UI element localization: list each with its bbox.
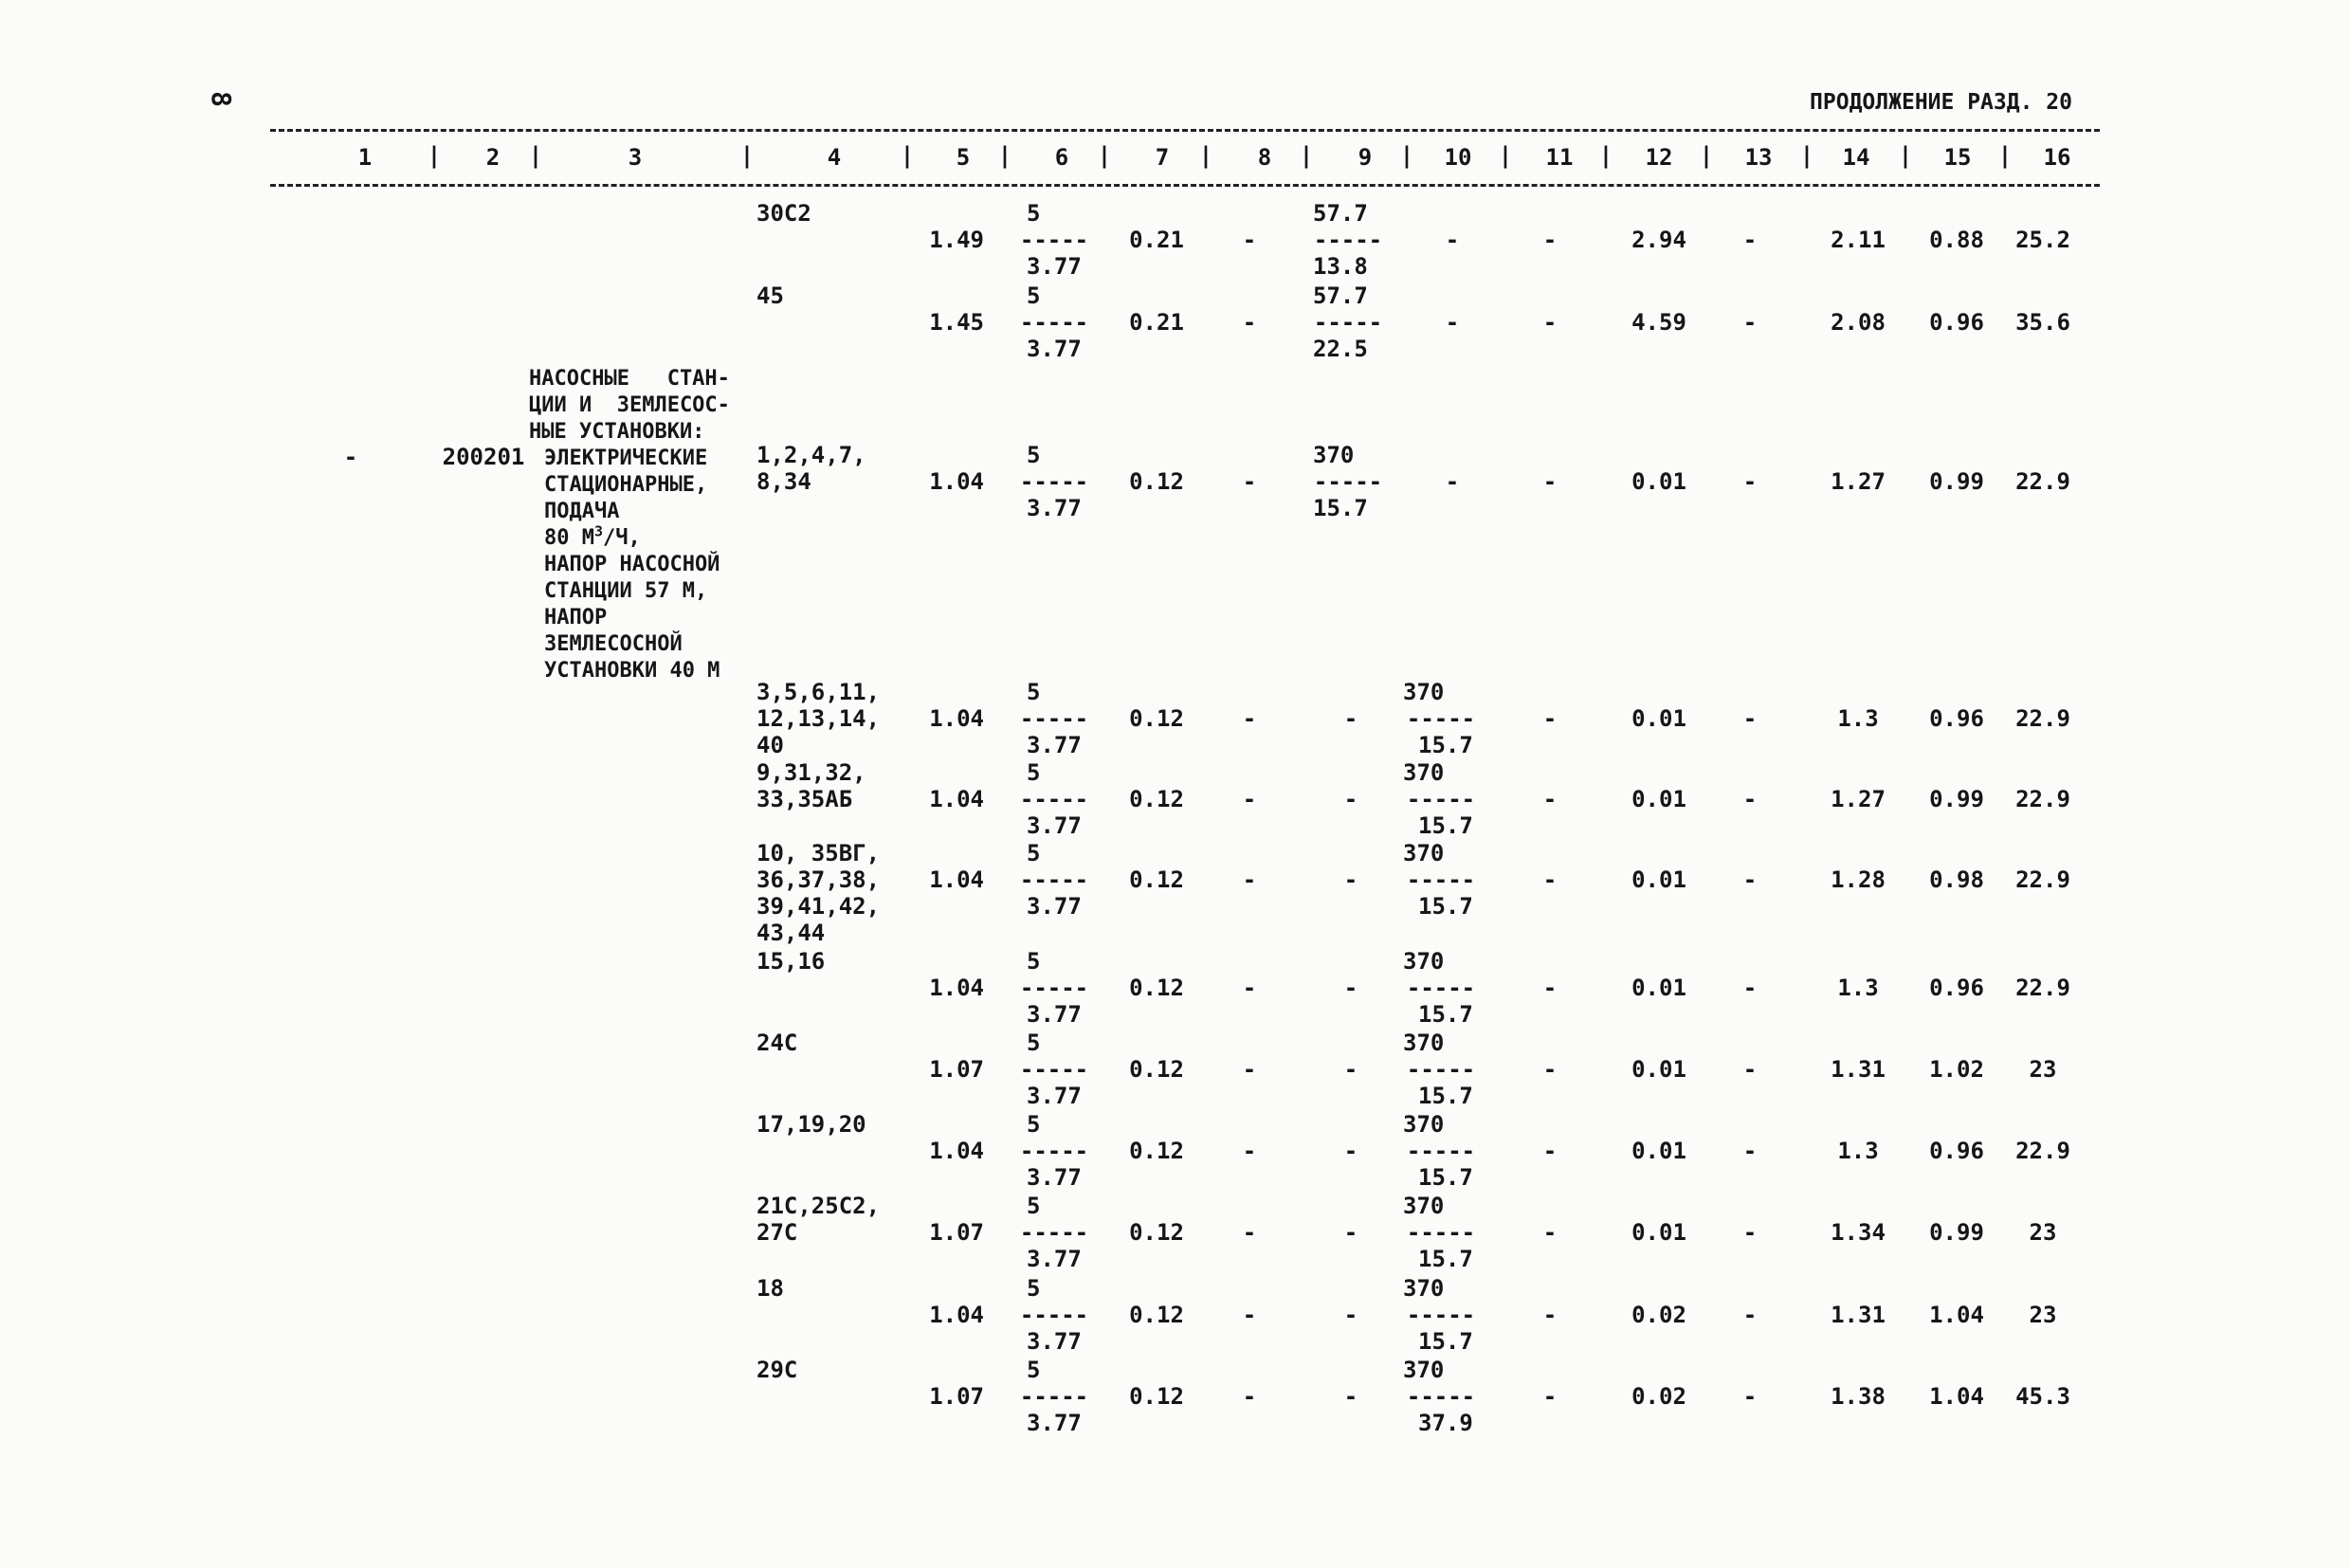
col6-numerator: 5 — [1027, 1193, 1041, 1219]
col15-value: 1.02 — [1929, 1056, 1984, 1083]
col13-value: - — [1742, 1302, 1758, 1328]
col15-value: 0.96 — [1929, 1138, 1984, 1164]
col5-value: 1.07 — [929, 1383, 984, 1410]
column-header-8: 8 — [1257, 144, 1272, 171]
col12-value: 0.01 — [1631, 1219, 1686, 1246]
col6-numerator: 5 — [1027, 759, 1041, 786]
col9-denominator: 13.8 — [1313, 253, 1368, 280]
col15-value: 0.99 — [1929, 786, 1984, 812]
col16-value: 22.9 — [2015, 1138, 2070, 1164]
col6-fraction-bar: ----- — [1019, 1219, 1089, 1246]
col10-numerator: 370 — [1403, 679, 1445, 705]
desc-line-12: УСТАНОВКИ 40 М — [544, 659, 720, 683]
col10-numerator: 370 — [1403, 1111, 1445, 1138]
col10-fraction-bar: ----- — [1406, 1138, 1476, 1164]
col10-denominator: 15.7 — [1418, 812, 1473, 839]
col6-denominator: 3.77 — [1027, 495, 1082, 521]
col11-value: - — [1542, 1302, 1558, 1328]
col8-value: - — [1242, 227, 1257, 253]
col4-area-line: 45 — [756, 283, 784, 309]
col10-fraction-bar: ----- — [1406, 705, 1476, 732]
col10-fraction-bar: ----- — [1406, 1383, 1476, 1410]
col11-value: - — [1542, 975, 1558, 1001]
col10-fraction-bar: ----- — [1406, 975, 1476, 1001]
col14-value: 1.3 — [1837, 1138, 1879, 1164]
col16-value: 23 — [2029, 1302, 2057, 1328]
col7-value: 0.12 — [1129, 468, 1184, 495]
col5-value: 1.04 — [929, 786, 984, 812]
col11-value: - — [1542, 786, 1558, 812]
col6-numerator: 5 — [1027, 679, 1041, 705]
col12-value: 0.01 — [1631, 705, 1686, 732]
col4-area-line: 17,19,20 — [756, 1111, 866, 1138]
col6-numerator: 5 — [1027, 1357, 1041, 1383]
col16-value: 23 — [2029, 1219, 2057, 1246]
col10-fraction-bar: ----- — [1406, 1302, 1476, 1328]
col9-numerator: 370 — [1313, 442, 1355, 468]
col5-value: 1.45 — [929, 309, 984, 336]
col12-value: 0.01 — [1631, 1056, 1686, 1083]
column-separator: | — [900, 142, 915, 169]
column-header-11: 11 — [1545, 144, 1574, 171]
col11-value: - — [1542, 1056, 1558, 1083]
column-header-13: 13 — [1744, 144, 1773, 171]
col9-value: - — [1343, 705, 1358, 732]
col10-numerator: 370 — [1403, 1357, 1445, 1383]
col15-value: 0.98 — [1929, 866, 1984, 893]
col9-value: - — [1343, 1219, 1358, 1246]
column-header-2: 2 — [485, 144, 501, 171]
col6-numerator: 5 — [1027, 1275, 1041, 1302]
col14-value: 2.08 — [1831, 309, 1886, 336]
col14-value: 1.27 — [1831, 786, 1886, 812]
col13-value: - — [1742, 1219, 1758, 1246]
col13-value: - — [1742, 1138, 1758, 1164]
col9-value: - — [1343, 1138, 1358, 1164]
col5-value: 1.04 — [929, 705, 984, 732]
col8-value: - — [1242, 1302, 1257, 1328]
col8-value: - — [1242, 1383, 1257, 1410]
column-header-3: 3 — [628, 144, 643, 171]
col6-fraction-bar: ----- — [1019, 1056, 1089, 1083]
col8-value: - — [1242, 1219, 1257, 1246]
col9-value: - — [1343, 975, 1358, 1001]
col7-value: 0.12 — [1129, 786, 1184, 812]
col10-fraction-bar: ----- — [1406, 786, 1476, 812]
col6-denominator: 3.77 — [1027, 1164, 1082, 1191]
col4-area-line: 15,16 — [756, 948, 826, 975]
col6-fraction-bar: ----- — [1019, 705, 1089, 732]
column-header-4: 4 — [827, 144, 842, 171]
col14-value: 1.34 — [1831, 1219, 1886, 1246]
col15-value: 0.99 — [1929, 1219, 1984, 1246]
section-code: 200201 — [442, 444, 525, 470]
col10-denominator: 15.7 — [1418, 1246, 1473, 1272]
col11-value: - — [1542, 866, 1558, 893]
col6-denominator: 3.77 — [1027, 1083, 1082, 1109]
column-header-16: 16 — [2043, 144, 2071, 171]
col16-value: 22.9 — [2015, 786, 2070, 812]
col10-fraction-bar: ----- — [1406, 866, 1476, 893]
col10-numerator: 370 — [1403, 1193, 1445, 1219]
header-top-rule — [270, 129, 2100, 132]
column-separator: | — [1498, 142, 1513, 169]
col6-fraction-bar: ----- — [1019, 1138, 1089, 1164]
col15-value: 1.04 — [1929, 1383, 1984, 1410]
col4-area-line: 27С — [756, 1219, 798, 1246]
col8-value: - — [1242, 786, 1257, 812]
col7-value: 0.12 — [1129, 1383, 1184, 1410]
desc-line-6: ПОДАЧА — [544, 500, 620, 523]
col6-fraction-bar: ----- — [1019, 975, 1089, 1001]
desc-line-4: ЭЛЕКТРИЧЕСКИЕ — [544, 447, 708, 470]
col6-denominator: 3.77 — [1027, 1001, 1082, 1028]
column-separator: | — [1598, 142, 1613, 169]
col5-value: 1.04 — [929, 468, 984, 495]
col10-value: - — [1445, 468, 1460, 495]
col10-numerator: 370 — [1403, 948, 1445, 975]
col6-fraction-bar: ----- — [1019, 468, 1089, 495]
desc-line-1: НАСОСНЫЕ СТАН- — [529, 367, 730, 391]
col16-value: 22.9 — [2015, 866, 2070, 893]
column-header-9: 9 — [1358, 144, 1373, 171]
col10-denominator: 15.7 — [1418, 1001, 1473, 1028]
flow-unit-rest: /Ч, — [603, 526, 641, 550]
col6-numerator: 5 — [1027, 200, 1041, 227]
column-separator: | — [997, 142, 1012, 169]
col12-value: 4.59 — [1631, 309, 1686, 336]
column-separator: | — [1699, 142, 1714, 169]
col9-value: - — [1343, 866, 1358, 893]
col14-value: 1.27 — [1831, 468, 1886, 495]
col4-area-line: 29С — [756, 1357, 798, 1383]
column-header-6: 6 — [1054, 144, 1069, 171]
col7-value: 0.12 — [1129, 1138, 1184, 1164]
col9-value: - — [1343, 786, 1358, 812]
column-separator: | — [528, 142, 543, 169]
column-header-12: 12 — [1645, 144, 1673, 171]
col11-value: - — [1542, 1138, 1558, 1164]
col4-area-line: 33,35АБ — [756, 786, 853, 812]
col7-value: 0.12 — [1129, 1056, 1184, 1083]
col12-value: 0.01 — [1631, 786, 1686, 812]
col8-value: - — [1242, 1056, 1257, 1083]
col13-value: - — [1742, 468, 1758, 495]
col12-value: 2.94 — [1631, 227, 1686, 253]
continuation-heading: ПРОДОЛЖЕНИЕ РАЗД. 20 — [1810, 90, 2072, 115]
col14-value: 1.31 — [1831, 1056, 1886, 1083]
col4-area-line: 43,44 — [756, 920, 826, 946]
col14-value: 1.38 — [1831, 1383, 1886, 1410]
section-description — [529, 366, 756, 684]
col4-area-line: 18 — [756, 1275, 784, 1302]
column-header-15: 15 — [1943, 144, 1972, 171]
col8-value: - — [1242, 866, 1257, 893]
column-separator: | — [1898, 142, 1913, 169]
col5-value: 1.04 — [929, 975, 984, 1001]
col7-value: 0.12 — [1129, 1219, 1184, 1246]
col4-area-line: 21С,25С2, — [756, 1193, 881, 1219]
col4-area-line: 9,31,32, — [756, 759, 866, 786]
col14-value: 1.3 — [1837, 705, 1879, 732]
col9-fraction-bar: ----- — [1313, 309, 1383, 336]
desc-line-2: ЦИИ И ЗЕМЛЕСОС- — [529, 393, 730, 417]
col15-value: 0.96 — [1929, 975, 1984, 1001]
desc-line-3: НЫЕ УСТАНОВКИ: — [529, 420, 705, 444]
col10-numerator: 370 — [1403, 1030, 1445, 1056]
column-separator: | — [739, 142, 755, 169]
col8-value: - — [1242, 1138, 1257, 1164]
col13-value: - — [1742, 227, 1758, 253]
desc-line-5: СТАЦИОНАРНЫЕ, — [544, 473, 708, 497]
column-separator: | — [1799, 142, 1814, 169]
col6-fraction-bar: ----- — [1019, 309, 1089, 336]
col4-area-line: 24С — [756, 1030, 798, 1056]
col14-value: 1.3 — [1837, 975, 1879, 1001]
col6-denominator: 3.77 — [1027, 253, 1082, 280]
col6-numerator: 5 — [1027, 442, 1041, 468]
col4-area-line: 36,37,38, — [756, 866, 881, 893]
col6-denominator: 3.77 — [1027, 893, 1082, 920]
col6-numerator: 5 — [1027, 948, 1041, 975]
col16-value: 22.9 — [2015, 975, 2070, 1001]
col4-area-line: 1,2,4,7, — [756, 442, 866, 468]
col9-fraction-bar: ----- — [1313, 227, 1383, 253]
col4-area-line: 40 — [756, 732, 784, 758]
col6-fraction-bar: ----- — [1019, 227, 1089, 253]
column-header-5: 5 — [956, 144, 971, 171]
col12-value: 0.01 — [1631, 866, 1686, 893]
col6-denominator: 3.77 — [1027, 336, 1082, 362]
col6-fraction-bar: ----- — [1019, 1383, 1089, 1410]
flow-unit: 80 М — [544, 526, 594, 550]
col13-value: - — [1742, 866, 1758, 893]
col11-value: - — [1542, 227, 1558, 253]
col9-fraction-bar: ----- — [1313, 468, 1383, 495]
col8-value: - — [1242, 975, 1257, 1001]
desc-line-8: НАПОР НАСОСНОЙ — [544, 553, 720, 576]
col10-value: - — [1445, 227, 1460, 253]
col7-value: 0.21 — [1129, 227, 1184, 253]
col9-value: - — [1343, 1056, 1358, 1083]
desc-line-9: СТАНЦИИ 57 М, — [544, 579, 708, 603]
col13-value: - — [1742, 309, 1758, 336]
col16-value: 23 — [2029, 1056, 2057, 1083]
col6-denominator: 3.77 — [1027, 812, 1082, 839]
col6-numerator: 5 — [1027, 1111, 1041, 1138]
col5-value: 1.04 — [929, 866, 984, 893]
col13-value: - — [1742, 975, 1758, 1001]
col16-value: 25.2 — [2015, 227, 2070, 253]
col10-fraction-bar: ----- — [1406, 1056, 1476, 1083]
col15-value: 0.88 — [1929, 227, 1984, 253]
col15-value: 0.96 — [1929, 705, 1984, 732]
column-header-14: 14 — [1842, 144, 1870, 171]
col14-value: 2.11 — [1831, 227, 1886, 253]
col6-fraction-bar: ----- — [1019, 866, 1089, 893]
col7-value: 0.21 — [1129, 309, 1184, 336]
column-header-1: 1 — [357, 144, 373, 171]
col13-value: - — [1742, 1056, 1758, 1083]
page-number: 8 — [205, 91, 237, 107]
column-separator: | — [1399, 142, 1414, 169]
col6-denominator: 3.77 — [1027, 1246, 1082, 1272]
col16-value: 22.9 — [2015, 705, 2070, 732]
column-header-10: 10 — [1444, 144, 1472, 171]
col4-area-line: 10, 35ВГ, — [756, 840, 881, 866]
col6-fraction-bar: ----- — [1019, 1302, 1089, 1328]
column-separator: | — [1299, 142, 1314, 169]
col5-value: 1.04 — [929, 1138, 984, 1164]
col6-numerator: 5 — [1027, 840, 1041, 866]
col13-value: - — [1742, 786, 1758, 812]
col12-value: 0.01 — [1631, 1138, 1686, 1164]
desc-line-10: НАПОР — [544, 606, 608, 629]
col6-denominator: 3.77 — [1027, 1328, 1082, 1355]
col10-denominator: 15.7 — [1418, 732, 1473, 758]
col10-numerator: 370 — [1403, 1275, 1445, 1302]
flow-unit-exponent: 3 — [593, 522, 604, 540]
col6-numerator: 5 — [1027, 1030, 1041, 1056]
col16-value: 45.3 — [2015, 1383, 2070, 1410]
column-separator: | — [427, 142, 442, 169]
col10-denominator: 15.7 — [1418, 1083, 1473, 1109]
col5-value: 1.04 — [929, 1302, 984, 1328]
col11-value: - — [1542, 1219, 1558, 1246]
col5-value: 1.49 — [929, 227, 984, 253]
desc-line-7 — [529, 522, 756, 552]
col16-value: 35.6 — [2015, 309, 2070, 336]
col11-value: - — [1542, 309, 1558, 336]
section-col1-dash: - — [343, 444, 358, 470]
col5-value: 1.07 — [929, 1219, 984, 1246]
col14-value: 1.28 — [1831, 866, 1886, 893]
col9-value: - — [1343, 1302, 1358, 1328]
column-header-7: 7 — [1155, 144, 1170, 171]
col10-denominator: 15.7 — [1418, 893, 1473, 920]
col8-value: - — [1242, 705, 1257, 732]
col4-area-line: 12,13,14, — [756, 705, 881, 732]
col4-area-line: 39,41,42, — [756, 893, 881, 920]
col10-denominator: 15.7 — [1418, 1328, 1473, 1355]
column-separator: | — [1097, 142, 1112, 169]
col4-area-line: 8,34 — [756, 468, 811, 495]
col11-value: - — [1542, 468, 1558, 495]
col16-value: 22.9 — [2015, 468, 2070, 495]
col9-numerator: 57.7 — [1313, 283, 1368, 309]
col10-denominator: 15.7 — [1418, 1164, 1473, 1191]
desc-line-11: ЗЕМЛЕСОСНОЙ — [544, 632, 683, 656]
col9-numerator: 57.7 — [1313, 200, 1368, 227]
col8-value: - — [1242, 309, 1257, 336]
col10-denominator: 37.9 — [1418, 1410, 1473, 1436]
col12-value: 0.02 — [1631, 1302, 1686, 1328]
col4-area-line: 3,5,6,11, — [756, 679, 881, 705]
col12-value: 0.02 — [1631, 1383, 1686, 1410]
col11-value: - — [1542, 705, 1558, 732]
col13-value: - — [1742, 705, 1758, 732]
col10-numerator: 370 — [1403, 759, 1445, 786]
col9-denominator: 22.5 — [1313, 336, 1368, 362]
col15-value: 1.04 — [1929, 1302, 1984, 1328]
column-separator: | — [1198, 142, 1213, 169]
col7-value: 0.12 — [1129, 866, 1184, 893]
col15-value: 0.99 — [1929, 468, 1984, 495]
col11-value: - — [1542, 1383, 1558, 1410]
col7-value: 0.12 — [1129, 1302, 1184, 1328]
col4-area-line: 30С2 — [756, 200, 811, 227]
col6-numerator: 5 — [1027, 283, 1041, 309]
col5-value: 1.07 — [929, 1056, 984, 1083]
col12-value: 0.01 — [1631, 468, 1686, 495]
header-bottom-rule — [270, 184, 2100, 187]
col9-value: - — [1343, 1383, 1358, 1410]
col8-value: - — [1242, 468, 1257, 495]
col6-fraction-bar: ----- — [1019, 786, 1089, 812]
col6-denominator: 3.77 — [1027, 732, 1082, 758]
col14-value: 1.31 — [1831, 1302, 1886, 1328]
col6-denominator: 3.77 — [1027, 1410, 1082, 1436]
col10-numerator: 370 — [1403, 840, 1445, 866]
col7-value: 0.12 — [1129, 975, 1184, 1001]
col10-value: - — [1445, 309, 1460, 336]
col13-value: - — [1742, 1383, 1758, 1410]
col9-denominator: 15.7 — [1313, 495, 1368, 521]
col7-value: 0.12 — [1129, 705, 1184, 732]
col10-fraction-bar: ----- — [1406, 1219, 1476, 1246]
column-separator: | — [1997, 142, 2013, 169]
col15-value: 0.96 — [1929, 309, 1984, 336]
col12-value: 0.01 — [1631, 975, 1686, 1001]
